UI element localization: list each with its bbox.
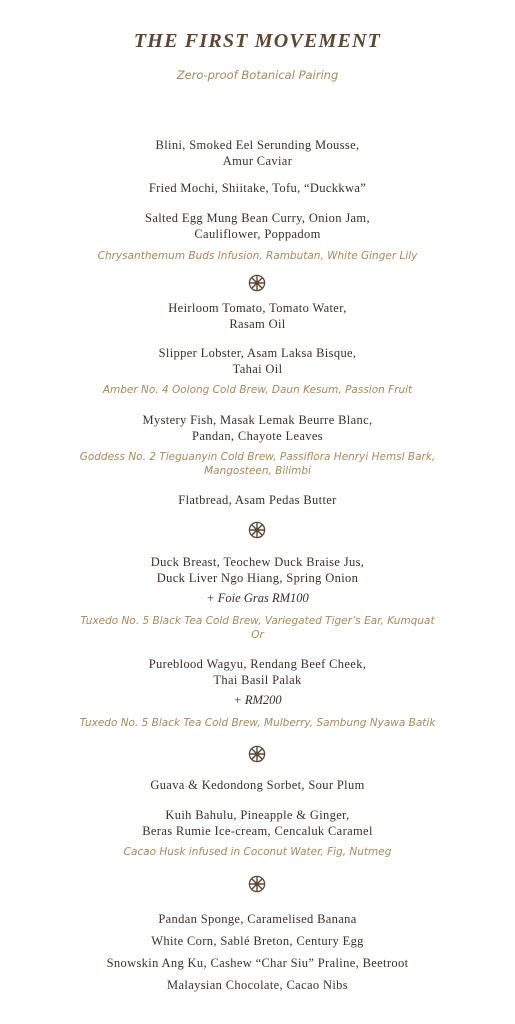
dish-item: Malaysian Chocolate, Cacao Nibs: [167, 978, 348, 992]
ornament-flower-icon: [248, 875, 266, 893]
dish-item: White Corn, Sablé Breton, Century Egg: [151, 934, 364, 948]
dish-item: Slipper Lobster, Asam Laksa Bisque, Tahai Oil: [158, 346, 357, 376]
menu-subtitle: Zero-proof Botanical Pairing: [176, 68, 339, 82]
pairing-item: Goddess No. 2 Tieguanyin Cold Brew, Passiflora Henryi Hemsl Bark, Mangosteen, Bilimbi: [79, 451, 436, 477]
ornament-flower-icon: [248, 274, 266, 292]
menu-title: THE FIRST MOVEMENT: [133, 30, 382, 52]
dish-item: Pureblood Wagyu, Rendang Beef Cheek, Thai Basil Palak: [148, 657, 367, 687]
dish-item: Flatbread, Asam Pedas Butter: [178, 493, 337, 507]
ornament-flower-icon: [248, 521, 266, 539]
dish-item: Kuih Bahulu, Pineapple & Ginger, Beras Rumie Ice-cream, Cencaluk Caramel: [142, 808, 373, 838]
dish-item: Guava & Kedondong Sorbet, Sour Plum: [150, 778, 365, 792]
pairing-item: Tuxedo No. 5 Black Tea Cold Brew, Variegated Tiger’s Ear, Kumquat Or: [80, 615, 435, 641]
dish-item: Snowskin Ang Ku, Cashew “Char Siu” Praline, Beetroot: [106, 956, 409, 970]
pairing-item: Tuxedo No. 5 Black Tea Cold Brew, Mulberry, Sambung Nyawa Batik: [79, 717, 436, 729]
ornament-flower-icon: [248, 745, 266, 763]
dish-item: Pandan Sponge, Caramelised Banana: [158, 912, 357, 926]
dish-item: Heirloom Tomato, Tomato Water, Rasam Oil: [168, 301, 347, 331]
dish-item: Fried Mochi, Shiitake, Tofu, “Duckkwa”: [148, 181, 367, 195]
pairing-item: Chrysanthemum Buds Infusion, Rambutan, White Ginger Lily: [97, 250, 418, 262]
pairing-item: Amber No. 4 Oolong Cold Brew, Daun Kesum, Passion Fruit: [102, 384, 413, 396]
dish-item: Mystery Fish, Masak Lemak Beurre Blanc, Pandan, Chayote Leaves: [142, 413, 373, 443]
dish-item: Salted Egg Mung Bean Curry, Onion Jam, Cauliflower, Poppadom: [145, 211, 370, 241]
pairing-item: Cacao Husk infused in Coconut Water, Fig, Nutmeg: [123, 846, 392, 858]
addon-price: + Foie Gras RM100: [206, 591, 309, 605]
dish-item: Blini, Smoked Eel Serunding Mousse, Amur Caviar: [155, 138, 360, 168]
dish-item: Duck Breast, Teochew Duck Braise Jus, Duck Liver Ngo Hiang, Spring Onion: [150, 555, 365, 585]
addon-price: + RM200: [233, 693, 282, 707]
